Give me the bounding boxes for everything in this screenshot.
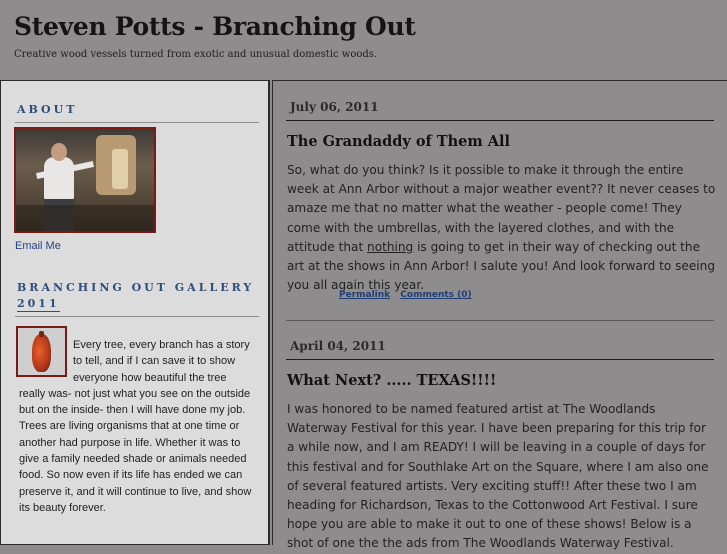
sidebar	[0, 80, 270, 545]
blog-header	[0, 0, 727, 80]
post-body: So, what do you think? Is it possible to make it through the entire week at Ann Arbor without a major weather event?? It never ceases to amaze me that no matter what the weather - people come! They come with the umbrellas, with the layered clothes, and with the attitude that nothing is going to get in their way of checking out the art at the shows in Ann Arbor! I salute you! And look forward to seeing you all again this year.	[287, 163, 716, 293]
sidebar-divider	[15, 122, 259, 123]
permalink-link[interactable]: Permalink	[339, 290, 391, 300]
sidebar-divider	[15, 316, 259, 317]
gallery-description: Every tree, every branch has a story to tell, and if I can save it to show everyone how beautiful the tree really was- not just what you see on the outside but on the inside- then I will have done my job. Trees are living organisms that at one time or another had purpose in life. Whether it was to give a family needed shade or animals needed food. So now even if its life has ended we can preserve it, and it will continue to live, and show its beauty forever.	[19, 339, 252, 514]
post-divider	[286, 320, 714, 321]
profile-photo	[14, 127, 156, 233]
post-title[interactable]: The Grandaddy of Them All	[287, 133, 511, 150]
about-heading: ABOUT	[17, 103, 78, 116]
blog-description: Creative wood vessels turned from exotic and unusual domestic woods.	[14, 49, 378, 60]
comments-link[interactable]: Comments (0)	[400, 290, 472, 300]
post-date: July 06, 2011	[290, 100, 379, 114]
post-title[interactable]: What Next? ..... TEXAS!!!!	[287, 372, 497, 389]
gallery-heading-line1: BRANCHING OUT GALLERY	[17, 281, 255, 294]
date-divider	[286, 359, 714, 360]
gallery-heading-line2[interactable]: 2011	[17, 297, 60, 310]
main-content	[272, 80, 727, 551]
post-footer	[339, 290, 479, 300]
emphasis-text: nothing	[367, 239, 414, 254]
email-me-link[interactable]: Email Me	[15, 240, 61, 252]
post-body: I was honored to be named featured artist at The Woodlands Waterway Festival for this year. I have been preparing for this trip for a while now, and I am READY! I will be leaving in a couple of days for this festival and for Southlake Art on the Square, where I am also one of several featured artists. Very exciting stuff!! After these two I am heading for Richardson, Texas to the Cottonwood Art Festival. I sure hope you are able to make it out to one of these shows! Below is a shot of one the the ads from The Woodlands Waterway Festival.	[287, 402, 709, 551]
blog-title[interactable]: Steven Potts - Branching Out	[14, 12, 416, 41]
date-divider	[286, 120, 714, 121]
post-date: April 04, 2011	[290, 339, 386, 353]
